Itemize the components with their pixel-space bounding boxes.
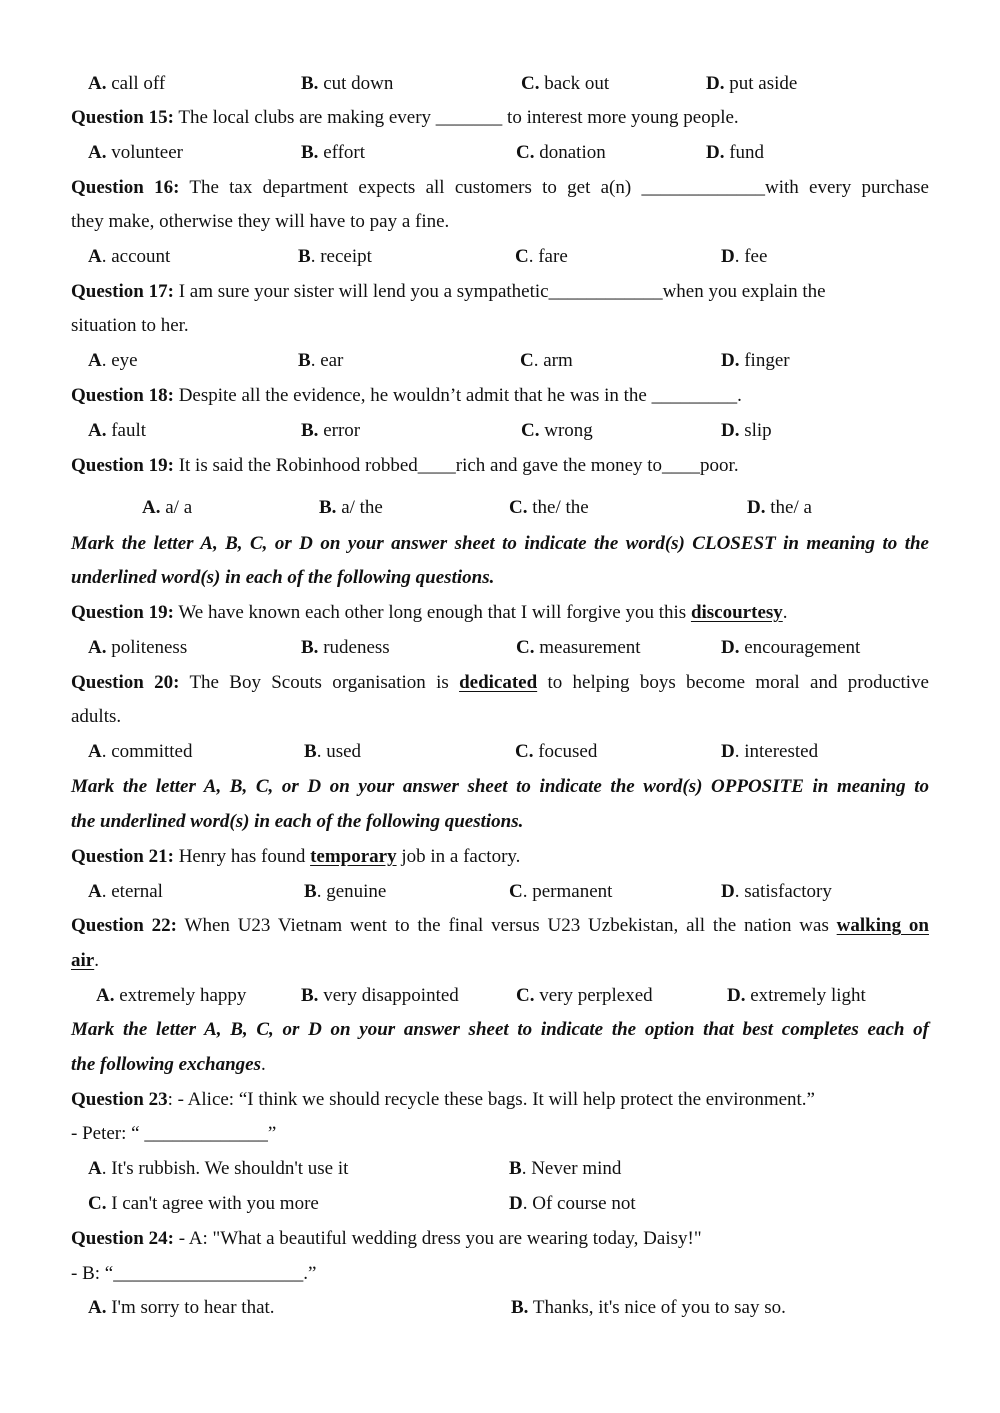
q16-options <box>0 246 1000 268</box>
q14-option-b[interactable]: B. cut down <box>301 73 394 94</box>
q15-option-d[interactable]: D. fund <box>706 142 765 163</box>
q17-option-c[interactable]: C. arm <box>520 350 573 371</box>
q15-option-a[interactable]: A. volunteer <box>88 142 183 163</box>
q14-option-d[interactable]: D. put aside <box>706 73 798 94</box>
q21-option-c[interactable]: C. permanent <box>509 881 613 902</box>
q16-option-a[interactable]: A. account <box>88 246 171 267</box>
q16-stem-continued: they make, otherwise they will have to pay a fine. <box>71 211 450 232</box>
q24-option-a[interactable]: A. I'm sorry to hear that. <box>88 1297 275 1318</box>
q15-stem: Question 15: The local clubs are making every _______ to interest more young people. <box>71 107 739 128</box>
q16-option-d[interactable]: D. fee <box>721 246 768 267</box>
q23-reply: - Peter: “ _____________” <box>71 1123 277 1144</box>
q22-option-a[interactable]: A. extremely happy <box>96 985 247 1006</box>
q18-option-d[interactable]: D. slip <box>721 420 772 441</box>
underlined-phrase: walking on <box>836 915 929 936</box>
q21-option-a[interactable]: A. eternal <box>88 881 163 902</box>
q22-stem: Question 22: When U23 Vietnam went to the final versus U23 Uzbekistan, all the nation was walking on <box>71 915 929 936</box>
q17-options <box>0 350 1000 372</box>
underlined-word: discourtesy <box>690 602 783 623</box>
q18-option-b[interactable]: B. error <box>301 420 361 441</box>
q23-options-row1 <box>0 1158 1000 1180</box>
q24-stem: Question 24: - A: "What a beautiful wedding dress you are wearing today, Daisy!" <box>71 1228 702 1249</box>
question-label: Question 15: <box>71 107 174 128</box>
instruction-opposite: Mark the letter A, B, C, or D on your answer sheet to indicate the word(s) OPPOSITE in meaning to <box>71 776 929 797</box>
q17-option-a[interactable]: A. eye <box>88 350 138 371</box>
q14-option-a[interactable]: A. call off <box>88 73 166 94</box>
q19a-stem: Question 19: It is said the Robinhood robbed____rich and gave the money to____poor. <box>71 455 739 476</box>
q20-option-a[interactable]: A. committed <box>88 741 193 762</box>
q24-options <box>0 1297 1000 1319</box>
q18-option-a[interactable]: A. fault <box>88 420 147 441</box>
q15-option-c[interactable]: C. donation <box>516 142 606 163</box>
q18-option-c[interactable]: C. wrong <box>521 420 593 441</box>
q20-stem: Question 20: The Boy Scouts organisation is dedicated to helping boys become moral and productive <box>71 672 929 693</box>
q19b-stem: Question 19: We have known each other long enough that I will forgive you this discourtesy. <box>71 602 788 623</box>
q15-option-b[interactable]: B. effort <box>301 142 366 163</box>
instruction-opposite-continued: the underlined word(s) in each of the following questions. <box>71 811 524 832</box>
q21-options <box>0 881 1000 903</box>
q14-option-c[interactable]: C. back out <box>521 73 610 94</box>
q22-option-b[interactable]: B. very disappointed <box>301 985 459 1006</box>
q19a-option-a[interactable]: A. a/ a <box>142 497 193 518</box>
q14-options <box>0 73 1000 95</box>
underlined-word: dedicated <box>459 672 538 693</box>
q18-stem: Question 18: Despite all the evidence, he wouldn’t admit that he was in the _________. <box>71 385 742 406</box>
q24-option-b[interactable]: B. Thanks, it's nice of you to say so. <box>511 1297 786 1318</box>
q22-stem-continued: air. <box>71 950 99 971</box>
instruction-exchanges-continued: the following exchanges. <box>71 1054 266 1075</box>
q17-option-d[interactable]: D. finger <box>721 350 790 371</box>
q21-stem: Question 21: Henry has found temporary job in a factory. <box>71 846 521 867</box>
q23-option-b[interactable]: B. Never mind <box>509 1158 622 1179</box>
q22-options <box>0 985 1000 1007</box>
instruction-exchanges: Mark the letter A, B, C, or D on your answer sheet to indicate the option that best completes each of <box>71 1019 929 1040</box>
instruction-closest-continued: underlined word(s) in each of the following questions. <box>71 567 495 588</box>
q18-options <box>0 420 1000 442</box>
q19b-option-d[interactable]: D. encouragement <box>721 637 861 658</box>
q20-option-d[interactable]: D. interested <box>721 741 819 762</box>
q15-options <box>0 142 1000 164</box>
q20-stem-continued: adults. <box>71 706 122 727</box>
q19b-option-c[interactable]: C. measurement <box>516 637 641 658</box>
q16-option-c[interactable]: C. fare <box>515 246 568 267</box>
q16-option-b[interactable]: B. receipt <box>298 246 372 267</box>
underlined-word: temporary <box>310 846 397 867</box>
q23-options-row2 <box>0 1193 1000 1215</box>
q17-stem: Question 17: I am sure your sister will lend you a sympathetic____________when you explain the <box>71 281 826 302</box>
q23-option-d[interactable]: D. Of course not <box>509 1193 636 1214</box>
q16-stem: Question 16: The tax department expects all customers to get a(n) _____________with every purchase <box>71 177 929 198</box>
q22-option-d[interactable]: D. extremely light <box>727 985 866 1006</box>
underlined-phrase-continued: air <box>71 950 95 971</box>
q23-option-a[interactable]: A. It's rubbish. We shouldn't use it <box>88 1158 349 1179</box>
q19b-option-a[interactable]: A. politeness <box>88 637 188 658</box>
q19a-option-b[interactable]: B. a/ the <box>319 497 383 518</box>
q17-option-b[interactable]: B. ear <box>298 350 344 371</box>
q19b-options <box>0 637 1000 659</box>
q19a-options <box>0 497 1000 519</box>
q17-stem-continued: situation to her. <box>71 315 189 336</box>
instruction-closest: Mark the letter A, B, C, or D on your answer sheet to indicate the word(s) CLOSEST in meaning to the <box>71 533 929 554</box>
q24-reply: - B: “____________________.” <box>71 1263 317 1284</box>
q20-option-b[interactable]: B. used <box>304 741 362 762</box>
q21-option-d[interactable]: D. satisfactory <box>721 881 832 902</box>
q20-option-c[interactable]: C. focused <box>515 741 598 762</box>
q19b-option-b[interactable]: B. rudeness <box>301 637 390 658</box>
q19a-option-c[interactable]: C. the/ the <box>509 497 589 518</box>
q21-option-b[interactable]: B. genuine <box>304 881 387 902</box>
q20-options <box>0 741 1000 763</box>
q23-stem: Question 23: - Alice: “I think we should recycle these bags. It will help protect the environment.” <box>71 1089 815 1110</box>
q22-option-c[interactable]: C. very perplexed <box>516 985 653 1006</box>
q23-option-c[interactable]: C. I can't agree with you more <box>88 1193 319 1214</box>
q19a-option-d[interactable]: D. the/ a <box>747 497 812 518</box>
